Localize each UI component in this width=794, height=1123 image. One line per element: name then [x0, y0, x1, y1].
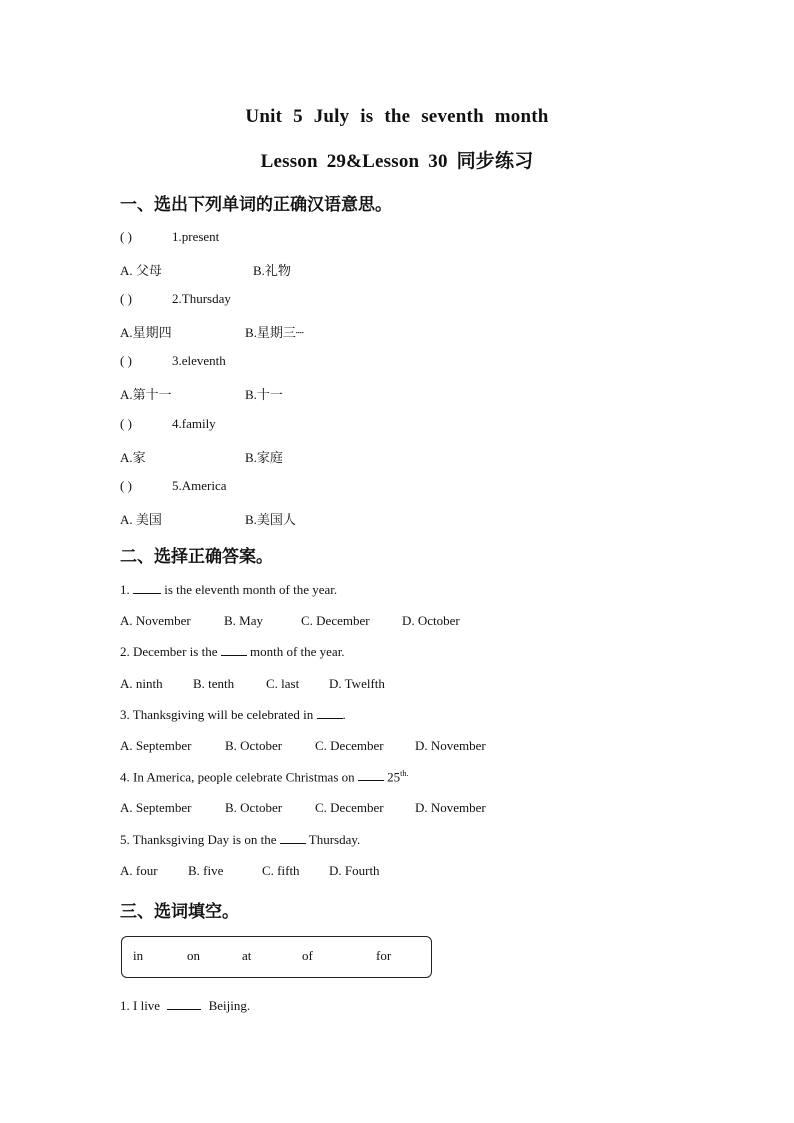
question-text: 1. I live — [120, 998, 161, 1013]
option-d: D. November — [415, 738, 486, 753]
question-word: 2.Thursday — [172, 291, 231, 306]
question-word: 3.eleventh — [172, 353, 226, 368]
question-text: is the eleventh month of the year. — [164, 582, 338, 597]
option-d: D. October — [402, 613, 460, 628]
question-text: 1. — [120, 582, 130, 597]
answer-paren[interactable]: ( ) — [120, 416, 132, 431]
option-d: D. Twelfth — [329, 676, 385, 691]
s1-options-2 — [120, 322, 304, 341]
page-title: Unit 5 July is the seventh month — [245, 106, 549, 127]
s2-options-1 — [120, 613, 460, 629]
s2-options-3 — [120, 738, 486, 754]
option-b: B.美国人 — [245, 512, 296, 527]
answer-paren[interactable]: ( ) — [120, 478, 132, 493]
s1-question-1 — [120, 229, 219, 245]
option-b: B.十一 — [245, 387, 283, 402]
answer-paren[interactable]: ( ) — [120, 291, 132, 306]
question-text: Thursday. — [308, 832, 361, 847]
word-bank-item: of — [302, 948, 313, 963]
answer-paren[interactable]: ( ) — [120, 229, 132, 244]
option-b: B.星期三┈ — [245, 325, 304, 340]
answer-blank[interactable] — [280, 832, 306, 844]
question-text: Beijing. — [208, 998, 251, 1013]
option-b: B. October — [225, 800, 283, 815]
answer-blank[interactable] — [167, 998, 201, 1010]
question-text: 3. Thanksgiving will be celebrated in — [120, 707, 314, 722]
option-a: A.第十一 — [120, 387, 172, 402]
s2-question-5 — [120, 832, 360, 848]
option-b: B. tenth — [193, 676, 235, 691]
option-c: C. last — [266, 676, 300, 691]
option-b: B.家庭 — [245, 450, 283, 465]
answer-blank[interactable] — [133, 582, 161, 594]
option-c: C. December — [315, 800, 384, 815]
option-a: A. November — [120, 613, 191, 628]
option-a: A. 父母 — [120, 263, 162, 278]
question-word: 1.present — [172, 229, 220, 244]
word-bank-box — [121, 936, 432, 978]
page-subtitle: Lesson 29&Lesson 30 同步练习 — [260, 151, 534, 172]
option-c: C. December — [301, 613, 370, 628]
option-a: A. four — [120, 863, 158, 878]
s2-question-4 — [120, 769, 408, 785]
s1-options-1 — [120, 260, 291, 279]
option-b: B.礼物 — [253, 263, 291, 278]
s2-question-1 — [120, 582, 337, 598]
question-text: 2. December is the — [120, 644, 218, 659]
option-a: A. September — [120, 800, 192, 815]
word-bank-item: on — [187, 948, 200, 963]
option-a: A.家 — [120, 450, 146, 465]
s1-options-5 — [120, 509, 296, 528]
s1-options-4 — [120, 447, 283, 466]
question-word: 5.America — [172, 478, 227, 493]
option-d: D. November — [415, 800, 486, 815]
s2-options-2 — [120, 676, 385, 692]
s2-question-2 — [120, 644, 345, 660]
word-bank-item: in — [133, 948, 144, 963]
option-c: C. fifth — [262, 863, 300, 878]
question-text: month of the year. — [249, 644, 345, 659]
answer-blank[interactable] — [358, 769, 384, 781]
s2-question-3 — [120, 707, 346, 723]
question-text: 5. Thanksgiving Day is on the — [120, 832, 277, 847]
answer-paren[interactable]: ( ) — [120, 353, 132, 368]
option-a: A.星期四 — [120, 325, 172, 340]
option-a: A. September — [120, 738, 192, 753]
option-b: B. October — [225, 738, 283, 753]
option-a: A. ninth — [120, 676, 163, 691]
s2-options-4 — [120, 800, 486, 816]
section-3-heading: 三、选词填空。 — [120, 902, 239, 922]
word-bank-item: for — [376, 948, 392, 963]
section-1-heading: 一、选出下列单词的正确汉语意思。 — [120, 195, 392, 215]
s1-question-2 — [120, 291, 231, 307]
question-text: . — [342, 707, 346, 722]
option-b: B. May — [224, 613, 263, 628]
superscript: th. — [400, 769, 409, 778]
option-d: D. Fourth — [329, 863, 380, 878]
s1-options-3 — [120, 384, 283, 403]
answer-blank[interactable] — [221, 644, 247, 656]
answer-blank[interactable] — [317, 707, 343, 719]
option-b: B. five — [188, 863, 224, 878]
question-text: 25 — [387, 769, 401, 785]
word-bank-item: at — [242, 948, 252, 963]
s1-question-5 — [120, 478, 227, 494]
question-word: 4.family — [172, 416, 216, 431]
question-text: 4. In America, people celebrate Christmas on — [120, 769, 355, 785]
s3-question-1 — [120, 998, 250, 1014]
s1-question-3 — [120, 353, 226, 369]
option-a: A. 美国 — [120, 512, 162, 527]
s1-question-4 — [120, 416, 216, 432]
s2-options-5 — [120, 863, 380, 879]
option-c: C. December — [315, 738, 384, 753]
section-2-heading: 二、选择正确答案。 — [120, 547, 273, 567]
